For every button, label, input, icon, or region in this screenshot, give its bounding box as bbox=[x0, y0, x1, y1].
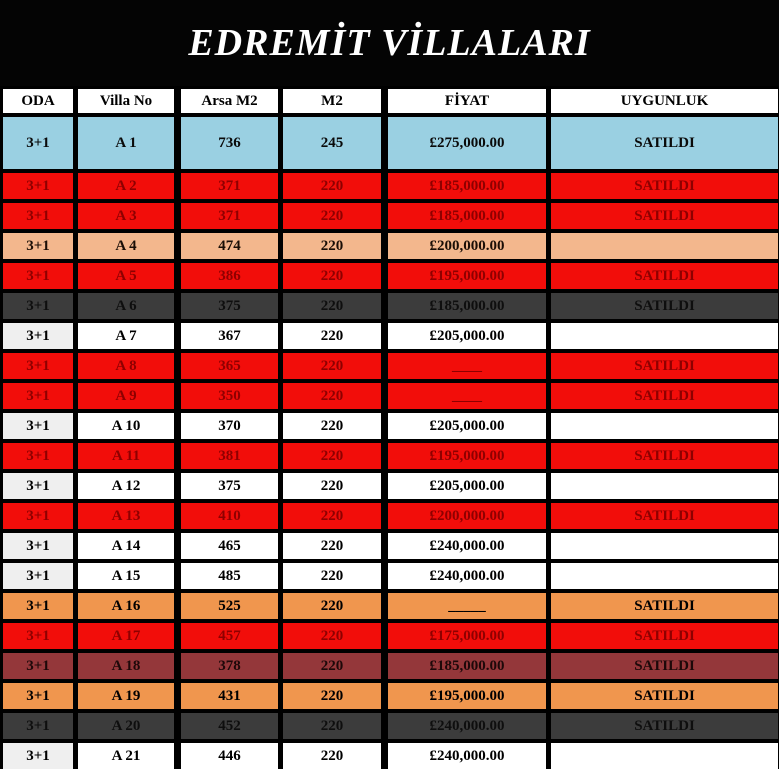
fiyat-cell: £240,000.00 bbox=[388, 563, 546, 589]
m2-cell: 220 bbox=[283, 713, 381, 739]
table-row bbox=[0, 293, 779, 319]
table-row bbox=[0, 593, 779, 619]
m2-cell: 220 bbox=[283, 653, 381, 679]
uygunluk-cell: SATILDI bbox=[551, 683, 778, 709]
table-row bbox=[0, 353, 779, 379]
villa-no-cell: A 18 bbox=[78, 653, 174, 679]
uygunluk-cell: SATILDI bbox=[551, 353, 778, 379]
arsa-m2-cell: 350 bbox=[181, 383, 278, 409]
arsa-m2-cell: 485 bbox=[181, 563, 278, 589]
fiyat-cell: ____ bbox=[388, 353, 546, 379]
uygunluk-cell bbox=[551, 743, 778, 769]
arsa-m2-cell: 410 bbox=[181, 503, 278, 529]
oda-cell: 3+1 bbox=[3, 117, 73, 169]
oda-cell: 3+1 bbox=[3, 443, 73, 469]
header-uygunluk: UYGUNLUK bbox=[551, 89, 778, 113]
uygunluk-cell: SATILDI bbox=[551, 443, 778, 469]
m2-cell: 220 bbox=[283, 383, 381, 409]
uygunluk-cell bbox=[551, 413, 778, 439]
arsa-m2-cell: 386 bbox=[181, 263, 278, 289]
arsa-m2-cell: 452 bbox=[181, 713, 278, 739]
table-row bbox=[0, 383, 779, 409]
fiyat-cell: £240,000.00 bbox=[388, 743, 546, 769]
arsa-m2-cell: 525 bbox=[181, 593, 278, 619]
uygunluk-cell: SATILDI bbox=[551, 173, 778, 199]
uygunluk-cell: SATILDI bbox=[551, 503, 778, 529]
villa-no-cell: A 5 bbox=[78, 263, 174, 289]
m2-cell: 220 bbox=[283, 293, 381, 319]
uygunluk-cell: SATILDI bbox=[551, 203, 778, 229]
table-row bbox=[0, 117, 779, 169]
uygunluk-cell: SATILDI bbox=[551, 263, 778, 289]
arsa-m2-cell: 370 bbox=[181, 413, 278, 439]
fiyat-cell: £205,000.00 bbox=[388, 323, 546, 349]
arsa-m2-cell: 431 bbox=[181, 683, 278, 709]
oda-cell: 3+1 bbox=[3, 623, 73, 649]
villa-no-cell: A 11 bbox=[78, 443, 174, 469]
oda-cell: 3+1 bbox=[3, 653, 73, 679]
oda-cell: 3+1 bbox=[3, 173, 73, 199]
arsa-m2-cell: 367 bbox=[181, 323, 278, 349]
oda-cell: 3+1 bbox=[3, 203, 73, 229]
header-villa-no: Villa No bbox=[78, 89, 174, 113]
arsa-m2-cell: 378 bbox=[181, 653, 278, 679]
fiyat-cell: £185,000.00 bbox=[388, 173, 546, 199]
arsa-m2-cell: 381 bbox=[181, 443, 278, 469]
villa-no-cell: A 14 bbox=[78, 533, 174, 559]
oda-cell: 3+1 bbox=[3, 413, 73, 439]
uygunluk-cell: SATILDI bbox=[551, 593, 778, 619]
oda-cell: 3+1 bbox=[3, 503, 73, 529]
arsa-m2-cell: 736 bbox=[181, 117, 278, 169]
table-row bbox=[0, 503, 779, 529]
table-row bbox=[0, 623, 779, 649]
table-row bbox=[0, 533, 779, 559]
uygunluk-cell: SATILDI bbox=[551, 623, 778, 649]
villa-no-cell: A 20 bbox=[78, 713, 174, 739]
oda-cell: 3+1 bbox=[3, 683, 73, 709]
m2-cell: 220 bbox=[283, 173, 381, 199]
m2-cell: 220 bbox=[283, 683, 381, 709]
uygunluk-cell bbox=[551, 233, 778, 259]
m2-cell: 220 bbox=[283, 413, 381, 439]
villa-table bbox=[0, 86, 779, 768]
table-row bbox=[0, 743, 779, 769]
uygunluk-cell: SATILDI bbox=[551, 293, 778, 319]
m2-cell: 220 bbox=[283, 503, 381, 529]
fiyat-cell: _____ bbox=[388, 593, 546, 619]
arsa-m2-cell: 474 bbox=[181, 233, 278, 259]
villa-no-cell: A 1 bbox=[78, 117, 174, 169]
oda-cell: 3+1 bbox=[3, 533, 73, 559]
uygunluk-cell: SATILDI bbox=[551, 383, 778, 409]
villa-no-cell: A 13 bbox=[78, 503, 174, 529]
uygunluk-cell: SATILDI bbox=[551, 117, 778, 169]
arsa-m2-cell: 457 bbox=[181, 623, 278, 649]
fiyat-cell: £200,000.00 bbox=[388, 233, 546, 259]
uygunluk-cell bbox=[551, 323, 778, 349]
villa-no-cell: A 15 bbox=[78, 563, 174, 589]
m2-cell: 220 bbox=[283, 743, 381, 769]
m2-cell: 220 bbox=[283, 533, 381, 559]
fiyat-cell: £185,000.00 bbox=[388, 653, 546, 679]
page-title: EDREMİT VİLLALARI bbox=[0, 0, 779, 86]
fiyat-cell: £195,000.00 bbox=[388, 263, 546, 289]
villa-no-cell: A 3 bbox=[78, 203, 174, 229]
uygunluk-cell: SATILDI bbox=[551, 713, 778, 739]
villa-no-cell: A 10 bbox=[78, 413, 174, 439]
table-header-row bbox=[0, 89, 779, 113]
fiyat-cell: £240,000.00 bbox=[388, 713, 546, 739]
table-row bbox=[0, 173, 779, 199]
oda-cell: 3+1 bbox=[3, 383, 73, 409]
m2-cell: 220 bbox=[283, 263, 381, 289]
arsa-m2-cell: 371 bbox=[181, 203, 278, 229]
arsa-m2-cell: 371 bbox=[181, 173, 278, 199]
m2-cell: 220 bbox=[283, 563, 381, 589]
oda-cell: 3+1 bbox=[3, 473, 73, 499]
table-row bbox=[0, 563, 779, 589]
fiyat-cell: £175,000.00 bbox=[388, 623, 546, 649]
villa-no-cell: A 19 bbox=[78, 683, 174, 709]
uygunluk-cell bbox=[551, 473, 778, 499]
oda-cell: 3+1 bbox=[3, 743, 73, 769]
table-row bbox=[0, 713, 779, 739]
arsa-m2-cell: 375 bbox=[181, 293, 278, 319]
m2-cell: 220 bbox=[283, 443, 381, 469]
m2-cell: 220 bbox=[283, 323, 381, 349]
m2-cell: 220 bbox=[283, 233, 381, 259]
fiyat-cell: £195,000.00 bbox=[388, 443, 546, 469]
table-row bbox=[0, 323, 779, 349]
oda-cell: 3+1 bbox=[3, 323, 73, 349]
table-row bbox=[0, 473, 779, 499]
oda-cell: 3+1 bbox=[3, 593, 73, 619]
header-arsa-m2: Arsa M2 bbox=[181, 89, 278, 113]
oda-cell: 3+1 bbox=[3, 713, 73, 739]
table-row bbox=[0, 413, 779, 439]
villa-no-cell: A 4 bbox=[78, 233, 174, 259]
fiyat-cell: £205,000.00 bbox=[388, 413, 546, 439]
fiyat-cell: £240,000.00 bbox=[388, 533, 546, 559]
villa-no-cell: A 7 bbox=[78, 323, 174, 349]
arsa-m2-cell: 446 bbox=[181, 743, 278, 769]
villa-no-cell: A 21 bbox=[78, 743, 174, 769]
m2-cell: 220 bbox=[283, 203, 381, 229]
table-row bbox=[0, 203, 779, 229]
uygunluk-cell bbox=[551, 563, 778, 589]
table-row bbox=[0, 443, 779, 469]
header-fiyat: FİYAT bbox=[388, 89, 546, 113]
uygunluk-cell bbox=[551, 533, 778, 559]
header-oda: ODA bbox=[3, 89, 73, 113]
fiyat-cell: £195,000.00 bbox=[388, 683, 546, 709]
villa-no-cell: A 16 bbox=[78, 593, 174, 619]
villa-no-cell: A 9 bbox=[78, 383, 174, 409]
table-row bbox=[0, 683, 779, 709]
villa-no-cell: A 17 bbox=[78, 623, 174, 649]
m2-cell: 245 bbox=[283, 117, 381, 169]
m2-cell: 220 bbox=[283, 473, 381, 499]
m2-cell: 220 bbox=[283, 593, 381, 619]
villa-no-cell: A 2 bbox=[78, 173, 174, 199]
oda-cell: 3+1 bbox=[3, 353, 73, 379]
table-row bbox=[0, 653, 779, 679]
uygunluk-cell: SATILDI bbox=[551, 653, 778, 679]
table-row bbox=[0, 263, 779, 289]
oda-cell: 3+1 bbox=[3, 293, 73, 319]
villa-no-cell: A 12 bbox=[78, 473, 174, 499]
fiyat-cell: £275,000.00 bbox=[388, 117, 546, 169]
fiyat-cell: ____ bbox=[388, 383, 546, 409]
header-m2: M2 bbox=[283, 89, 381, 113]
m2-cell: 220 bbox=[283, 623, 381, 649]
oda-cell: 3+1 bbox=[3, 233, 73, 259]
fiyat-cell: £185,000.00 bbox=[388, 203, 546, 229]
arsa-m2-cell: 365 bbox=[181, 353, 278, 379]
fiyat-cell: £200,000.00 bbox=[388, 503, 546, 529]
arsa-m2-cell: 375 bbox=[181, 473, 278, 499]
fiyat-cell: £205,000.00 bbox=[388, 473, 546, 499]
m2-cell: 220 bbox=[283, 353, 381, 379]
arsa-m2-cell: 465 bbox=[181, 533, 278, 559]
oda-cell: 3+1 bbox=[3, 563, 73, 589]
villa-no-cell: A 6 bbox=[78, 293, 174, 319]
fiyat-cell: £185,000.00 bbox=[388, 293, 546, 319]
villa-no-cell: A 8 bbox=[78, 353, 174, 379]
oda-cell: 3+1 bbox=[3, 263, 73, 289]
table-row bbox=[0, 233, 779, 259]
